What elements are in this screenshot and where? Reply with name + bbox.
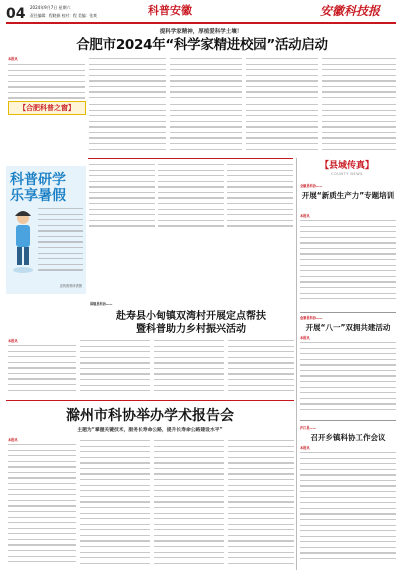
- lead-kicker: 提科学家精神，厚植爱科学土壤！: [159, 29, 243, 35]
- bottom-article-subtitle: 主题为“掌握关键技术，服务长寿命公路，提升长寿命公路建设水平”: [77, 428, 223, 433]
- column-logo: [8, 101, 86, 115]
- right-article-3-source: 庐江县——: [300, 426, 316, 430]
- right-article-3-byline: 本报讯: [300, 446, 310, 450]
- lead-body-col-1: [8, 64, 85, 100]
- right-article-1-title: 开展“新质生产力”专题培训: [301, 191, 395, 200]
- mid-article-source: 固镇县科协——: [90, 302, 113, 306]
- editor-credits: 责任编辑：程晓娟 校对：程 美编：张爽: [30, 13, 97, 18]
- lead-body-col-5: [322, 58, 396, 100]
- right-article-2-title: 开展“八一”双拥共建活动: [305, 323, 391, 332]
- right-article-1-body: [300, 220, 396, 306]
- bottom-article-col-4: [228, 440, 294, 568]
- lead-byline: 本报讯: [8, 57, 18, 61]
- bottom-article-byline: 本报讯: [8, 438, 18, 442]
- issue-date: 2024年9月7日 星期六: [30, 5, 71, 10]
- promo-title-1: 科普研学: [10, 172, 66, 188]
- mid-article-col-4: [228, 340, 294, 395]
- right-article-3-title: 召开乡镇科协工作会议: [310, 433, 386, 442]
- bottom-article-col-2: [80, 440, 150, 568]
- mid-article-col-2: [80, 340, 150, 395]
- county-section-label: [298, 160, 396, 180]
- right-article-2-rule: [300, 420, 396, 421]
- promo-illustration: [10, 208, 36, 278]
- county-section-title: 【县域传真】: [319, 161, 374, 171]
- right-article-1-byline: 本报讯: [300, 214, 310, 218]
- lead-bottom-rule: [88, 158, 293, 159]
- lead-body-col-2: [89, 58, 166, 100]
- lead-body-col-3: [170, 58, 242, 100]
- bottom-article-top-rule: [6, 400, 294, 401]
- lead-body-col-2c: [158, 164, 224, 234]
- page-number: 04: [6, 6, 26, 22]
- lead-headline: 合肥市2024年“科学家精进校园”活动启动: [76, 37, 328, 53]
- section-title: 科普安徽: [148, 4, 192, 17]
- mid-article-byline: 本报讯: [8, 339, 18, 343]
- right-column-divider: [296, 158, 297, 570]
- lead-body-col-3b: [246, 104, 318, 152]
- county-section-en: COUNTY NEWS: [331, 172, 363, 176]
- promo-panel: [6, 166, 86, 294]
- promo-title-2: 乐享暑假: [10, 188, 66, 204]
- right-article-1-rule: [300, 312, 396, 313]
- mid-article-col-1: [8, 345, 76, 395]
- bottom-article-title: 滁州市科协举办学术报告会: [66, 408, 234, 424]
- right-article-3-body: [300, 452, 396, 568]
- lead-body-col-1b: [89, 104, 166, 152]
- lead-body-col-1c: [89, 164, 155, 234]
- right-article-2-byline: 本报讯: [300, 336, 310, 340]
- masthead-logo: 安徽科技报: [320, 4, 381, 18]
- lead-body-col-4: [246, 58, 318, 100]
- right-article-2-body: [300, 342, 396, 414]
- lead-body-col-2b: [170, 104, 242, 152]
- right-article-2-source: 金寨县科协——: [300, 316, 323, 320]
- mid-article-col-3: [154, 340, 224, 395]
- column-logo-text: 【合肥科普之窗】: [19, 104, 75, 112]
- bottom-article-col-3: [154, 440, 224, 568]
- mid-article-title-2: 暨科普助力乡村振兴活动: [136, 324, 246, 335]
- mid-article-title-1: 赴寿县小甸镇双湾村开展定点帮扶: [116, 311, 266, 322]
- lead-body-col-3c: [227, 164, 293, 234]
- promo-body-text: [38, 208, 83, 278]
- header-rule: [6, 22, 396, 24]
- promo-caption: 宣传资料所供图: [59, 284, 82, 289]
- bottom-article-col-1: [8, 444, 76, 568]
- lead-body-col-4b: [322, 104, 396, 152]
- right-article-1-source: 全椒县科协——: [300, 184, 323, 188]
